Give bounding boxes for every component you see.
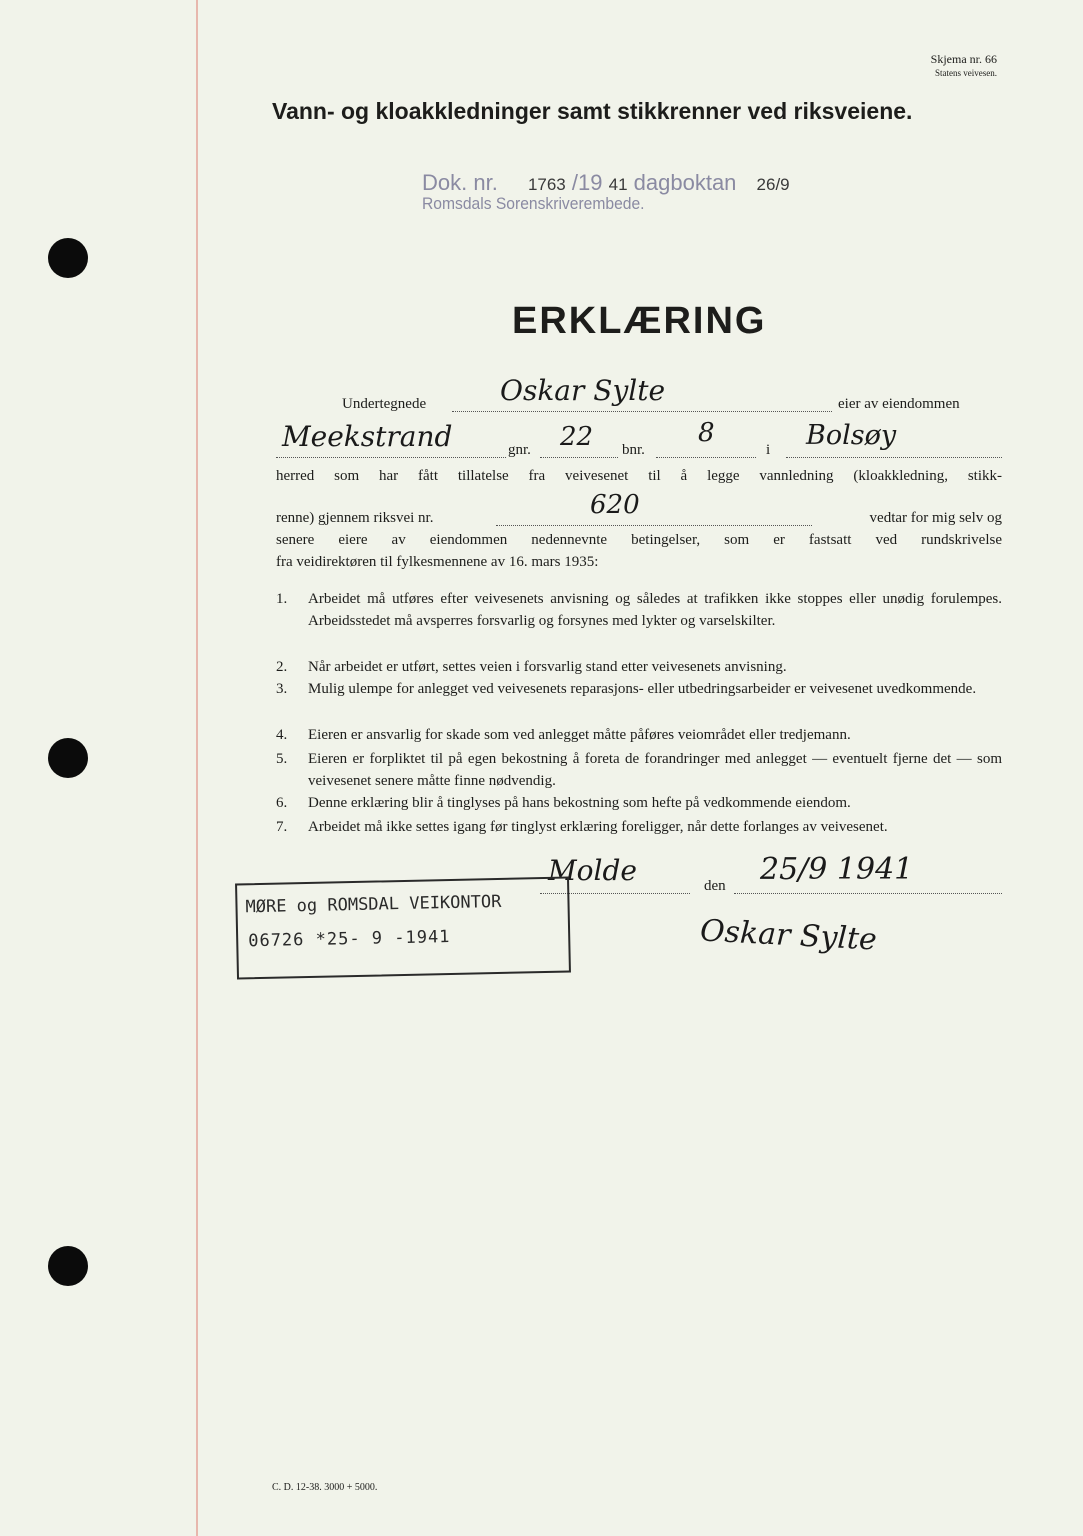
condition-number: 4. [276, 727, 288, 743]
property-name: Meekstrand [282, 420, 453, 453]
declaration-line: fra veidirektøren til fylkesmennene av 16. mars 1935: [276, 554, 599, 570]
schema-number: Skjema nr. 66 [930, 52, 997, 66]
year: 41 [608, 175, 628, 194]
declaration-line: senere eiere av eiendommen nedennevnte betingelser, som er fastsatt ved rundskrivelse [276, 532, 1002, 548]
condition-text: Denne erklæring blir å tinglyses på hans bekostning som hefte på vedkommende eiendom. [308, 795, 851, 811]
fill-line [656, 456, 756, 458]
road-suffix: vedtar for mig selv og [869, 510, 1002, 526]
condition-text: Arbeidet må ikke settes igang før tinglyst erklæring foreligger, når dette forlanges av veivesenet. [308, 819, 888, 835]
bnr-value: 8 [698, 418, 715, 448]
owner-label: eier av eiendommen [838, 396, 960, 412]
punch-hole [48, 238, 88, 278]
condition-text: Når arbeidet er utført, settes veien i forsvarlig stand etter veivesenets anvisning. [308, 659, 787, 675]
fill-line [540, 456, 618, 458]
document-title: ERKLÆRING [512, 300, 767, 342]
year-prefix: /19 [571, 170, 603, 195]
road-number: 620 [590, 490, 640, 520]
date-label: den [704, 878, 726, 894]
condition-number: 6. [276, 795, 288, 811]
dok-number: 1763 [527, 175, 566, 194]
condition-text: Eieren er ansvarlig for skade som ved anlegget måtte påføres veiområdet eller tredjemann. [308, 727, 851, 743]
condition-number: 7. [276, 819, 288, 835]
condition-text: Arbeidet må utføres efter veivesenets anvisning og således at trafikken ikke stoppes eller unødig forulempes. Arbeidsstedet må avsperres forsvarlig og forsynes med lykter og varselskilter. [308, 591, 1002, 629]
form-id [931, 52, 997, 80]
fill-line [276, 456, 506, 458]
dok-label: Dok. nr. [422, 170, 498, 195]
stamp-number-date: 06726 *25- 9 -1941 [248, 927, 451, 952]
fill-line [452, 410, 832, 412]
margin-line [196, 0, 198, 1536]
in-label: i [766, 442, 771, 458]
undersigned-name: Oskar Sylte [500, 374, 666, 407]
registration-stamp [422, 170, 790, 214]
signature-date: 25/9 1941 [760, 852, 914, 887]
office-name: Romsdals Sorenskriverembede. [422, 194, 645, 213]
fill-line [786, 456, 1002, 458]
punch-hole [48, 738, 88, 778]
gnr-label: gnr. [508, 442, 531, 458]
municipality: Bolsøy [806, 420, 897, 451]
fill-line [496, 524, 812, 526]
condition-text: Eieren er forpliktet til på egen bekostning å foreta de forandringer med anlegget — eventuelt fjerne det — som veivesenet senere måtte finne nødvendig. [308, 751, 1002, 789]
condition-number: 2. [276, 659, 288, 675]
condition-number: 5. [276, 751, 288, 767]
dagbok-label: dagboktan [633, 170, 737, 195]
registration-date: 26/9 [756, 175, 790, 194]
veikontor-stamp [235, 877, 571, 980]
road-label: renne) gjennem riksvei nr. [276, 510, 434, 526]
signature-place: Molde [548, 854, 637, 887]
footer-code: C. D. 12-38. 3000 + 5000. [272, 1482, 378, 1493]
agency-name: Statens veivesen. [935, 68, 997, 78]
punch-hole [48, 1246, 88, 1286]
stamp-office: MØRE og ROMSDAL VEIKONTOR [245, 891, 502, 918]
form-heading: Vann- og kloakkledninger samt stikkrenner ved riksveiene. [272, 98, 913, 124]
gnr-value: 22 [560, 422, 594, 452]
condition-number: 1. [276, 591, 288, 607]
condition-number: 3. [276, 681, 288, 697]
condition-text: Mulig ulempe for anlegget ved veivesenets reparasjons- eller utbedringsarbeider er veivesenet uvedkommende. [308, 681, 977, 697]
fill-line [734, 892, 1002, 894]
signer-signature: Oskar Sylte [699, 913, 878, 958]
undersigned-label: Undertegnede [342, 396, 427, 412]
bnr-label: bnr. [622, 442, 645, 458]
declaration-line: herred som har fått tillatelse fra veivesenet til å legge vannledning (kloakkledning, stikk- [276, 468, 1002, 484]
